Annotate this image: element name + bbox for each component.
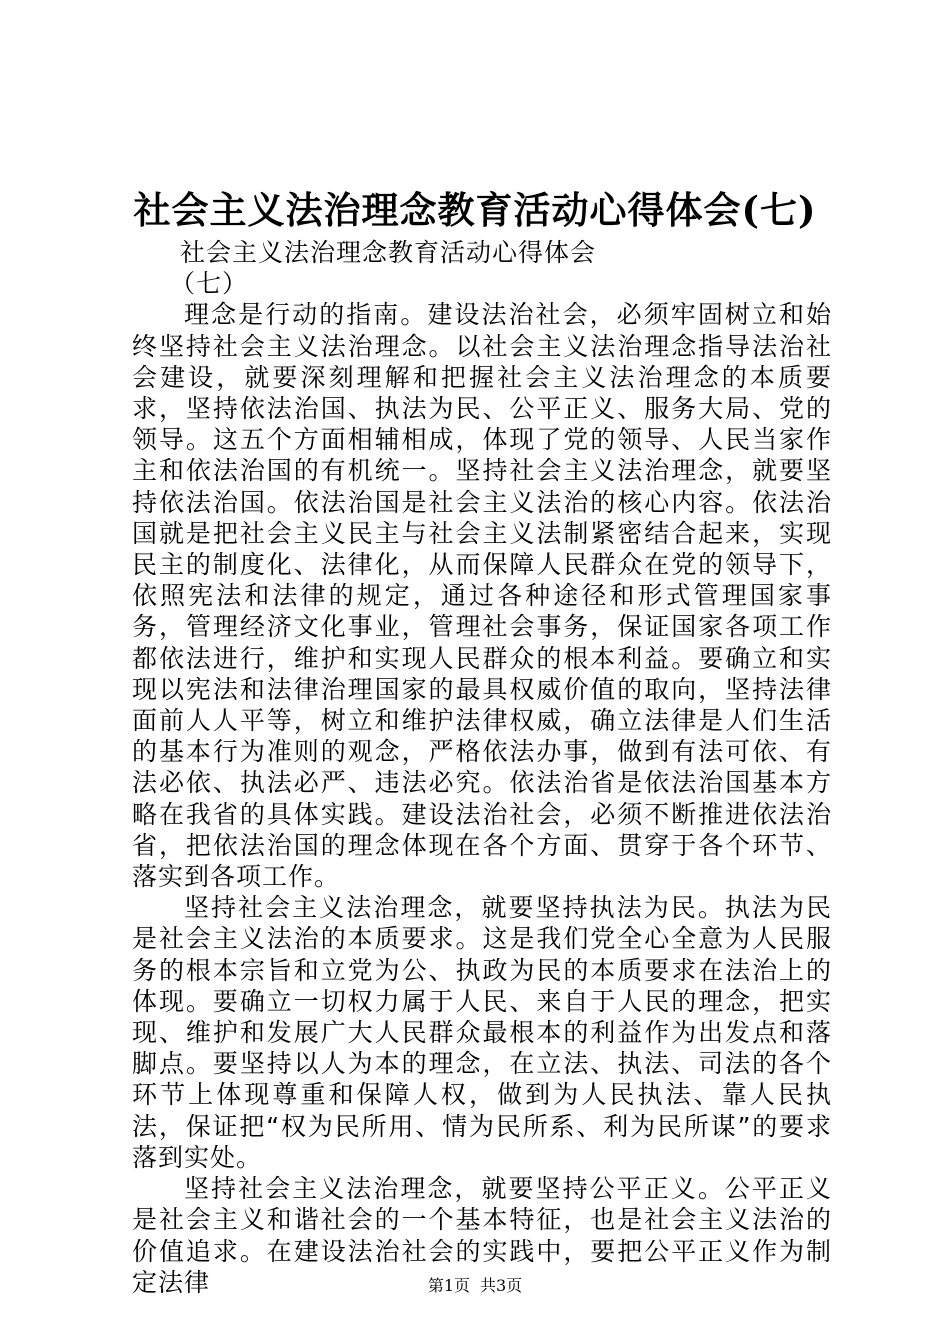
page-footer [0,1276,950,1296]
body-paragraph-3: 坚持社会主义法治理念，就要坚持公平正义。公平正义是社会主义和谐社会的一个基本特征，也是社会主义法治的价值追求。在建设法治社会的实践中，要把公平正义作为制定法律 [132,1174,832,1297]
body-paragraph-2: 坚持社会主义法治理念，就要坚持执法为民。执法为民是社会主义法治的本质要求。这是我们党全心全意为人民服务的根本宗旨和立党为公、执政为民的本质要求在法治上的体现。要确立一切权力属于人民、来自于人民的理念，把实现、维护和发展广大人民群众最根本的利益作为出发点和落脚点。要坚持以人为本的理念，在立法、执法、司法的各个环节上体现尊重和保障人权，做到为人民执法、靠人民执法，保证把“权为民所用、情为民所系、利为民所谋”的要求落到实处。 [132,893,832,1172]
document-subtitle: 社会主义法治理念教育活动心得体会 [180,238,597,267]
document-subtitle-part: （七） [170,269,249,299]
document-title: 社会主义法治理念教育活动心得体会(七) [133,188,817,232]
page-count: 共3页 [480,1276,523,1295]
body-paragraph-1: 理念是行动的指南。建设法治社会，必须牢固树立和始终坚持社会主义法治理念。以社会主义法治理念指导法治社会建设，就要深刻理解和把握社会主义法治理念的本质要求，坚持依法治国、执法为民、公平正义、服务大局、党的领导。这五个方面相辅相成，体现了党的领导、人民当家作主和依法治国的有机统一。坚持社会主义法治理念，就要坚持依法治国。依法治国是社会主义法治的核心内容。依法治国就是把社会主义民主与社会主义法制紧密结合起来，实现民主的制度化、法律化，从而保障人民群众在党的领导下，依照宪法和法律的规定，通过各种途径和形式管理国家事务，管理经济文化事业，管理社会事务，保证国家各项工作都依法进行，维护和实现人民群众的根本利益。要确立和实现以宪法和法律治理国家的最具权威价值的取向，坚持法律面前人人平等，树立和维护法律权威，确立法律是人们生活的基本行为准则的观念，严格依法办事，做到有法可依、有法必依、执法必严、违法必究。依法治省是依法治国基本方略在我省的具体实践。建设法治社会，必须不断推进依法治省，把依法治国的理念体现在各个方面、贯穿于各个环节、落实到各项工作。 [132,300,832,892]
document-body [132,237,832,1298]
page-number: 第1页 [427,1276,470,1295]
